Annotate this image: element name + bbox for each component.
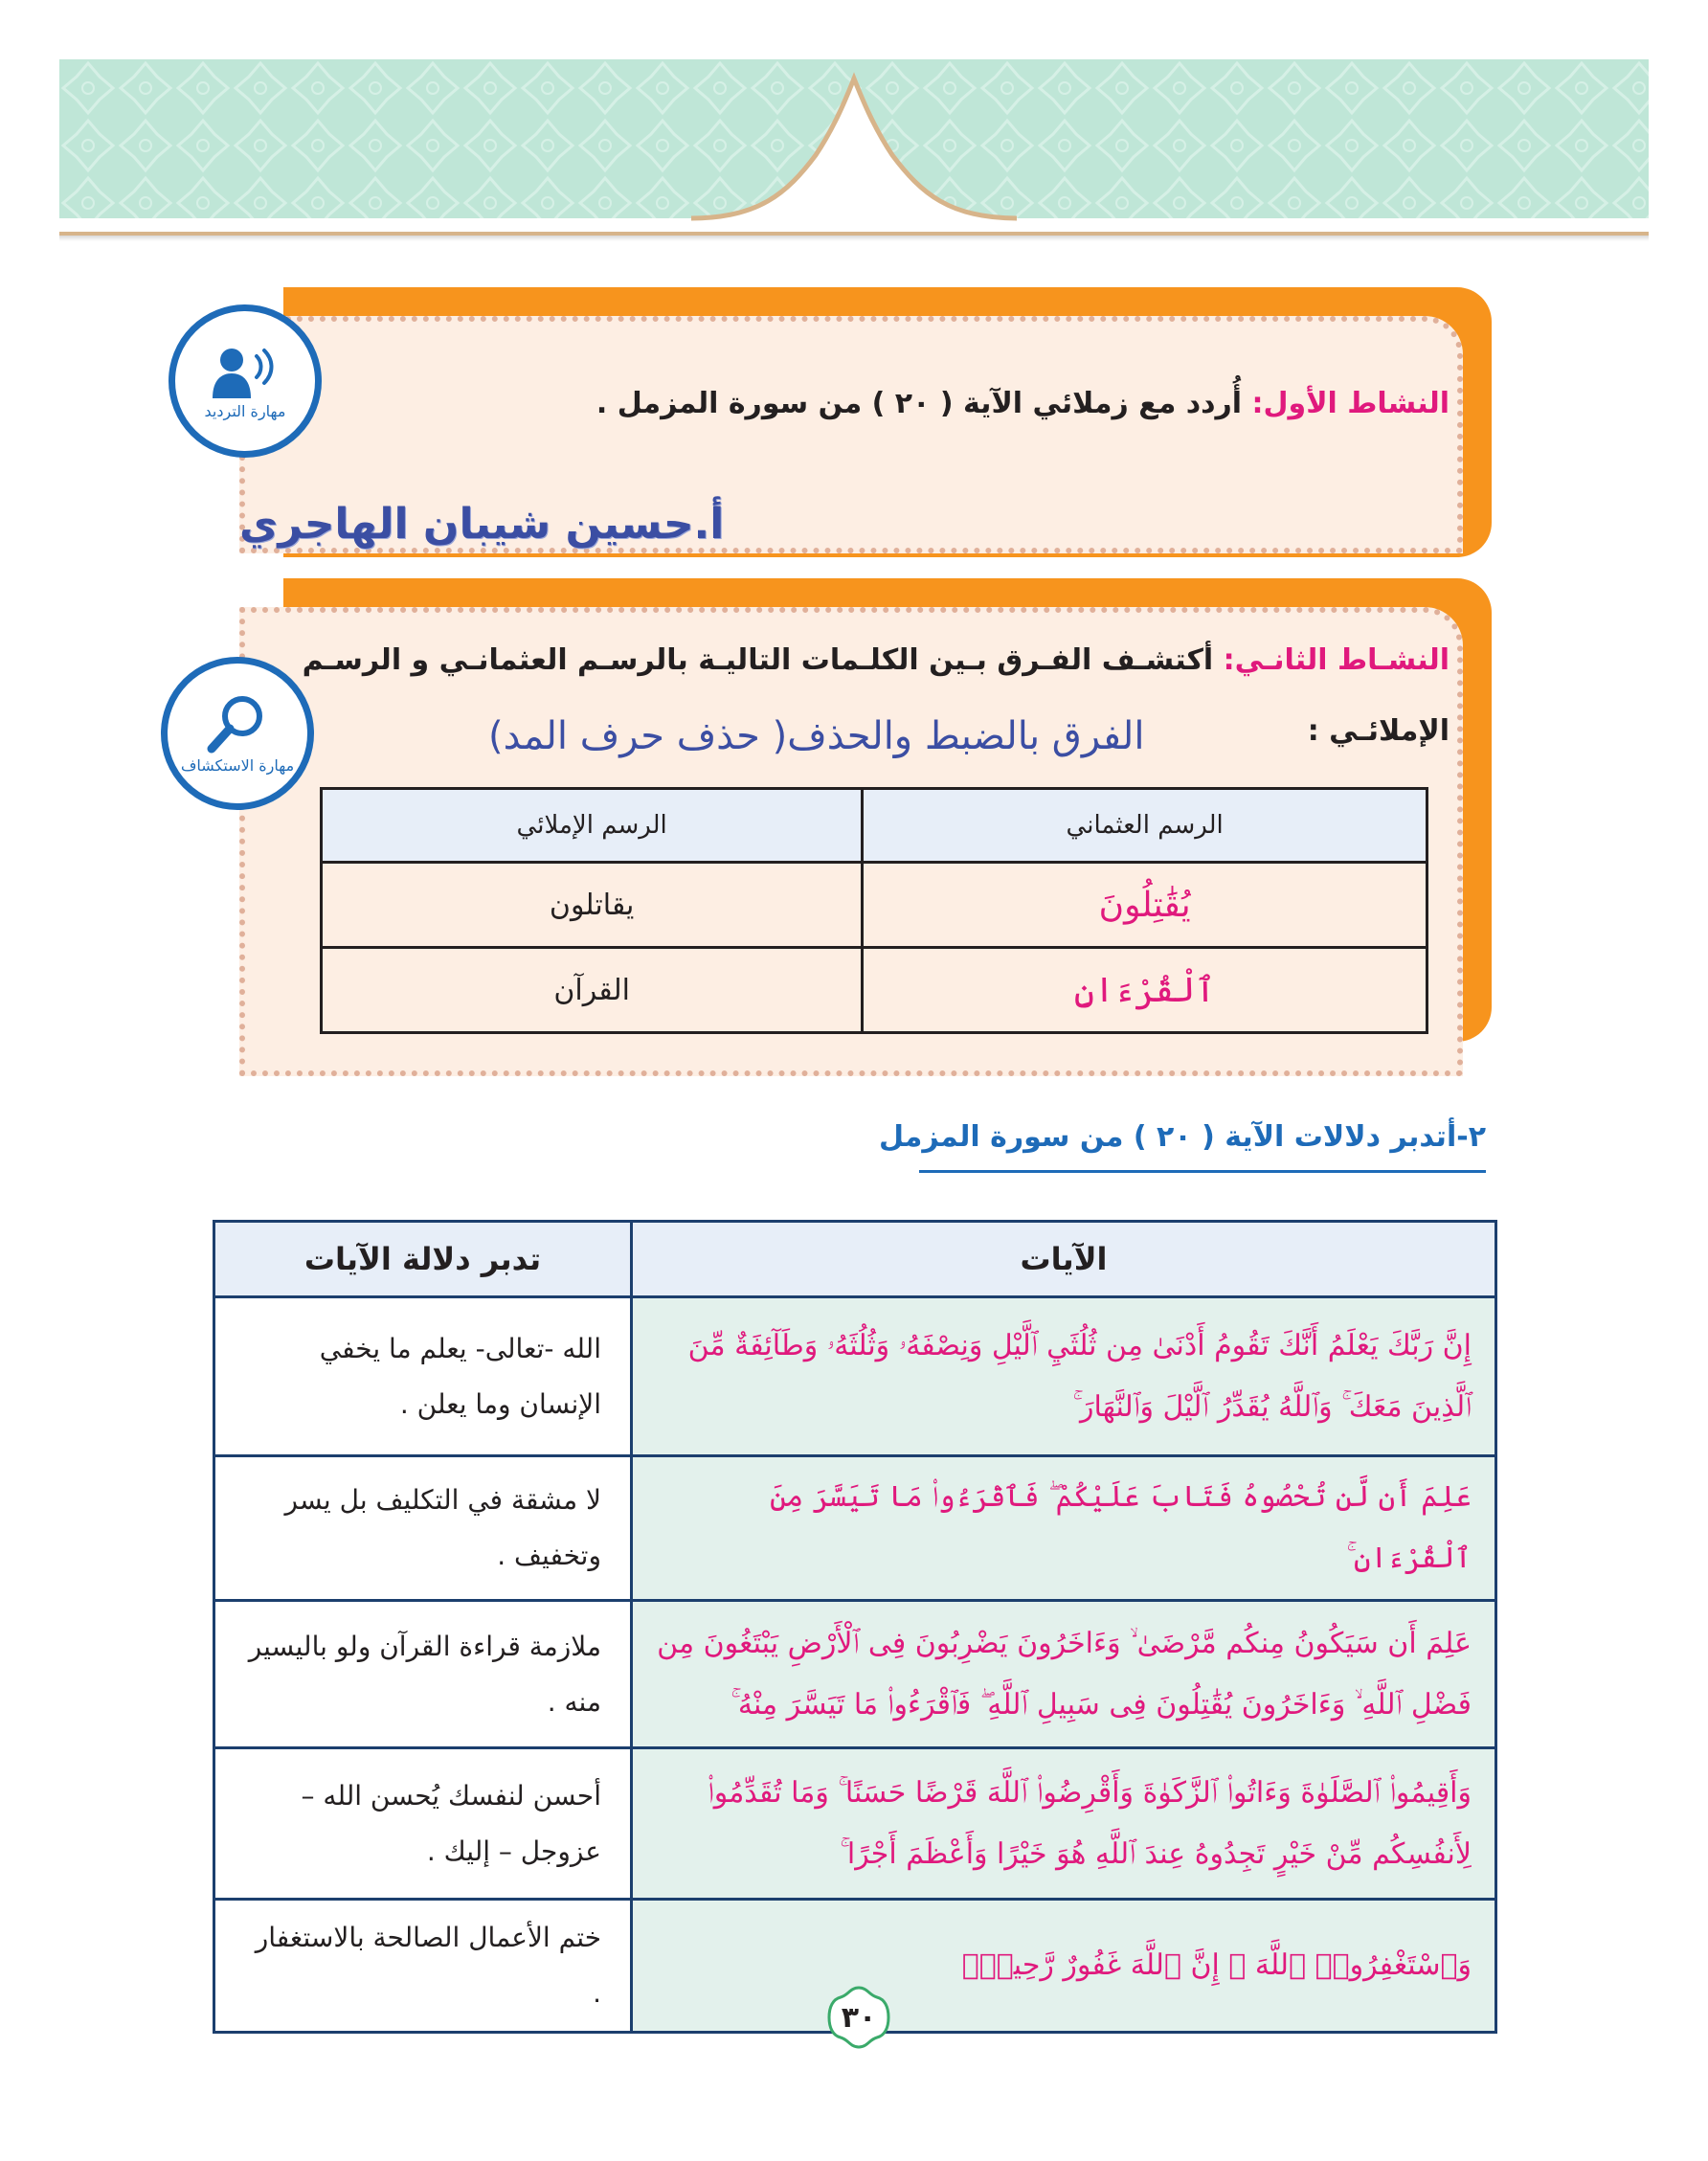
header-imlaei: الرسم الإملائي	[322, 789, 863, 863]
table-row	[214, 1601, 1496, 1748]
header-tadabbur: تدبر دلالة الآيات	[214, 1222, 632, 1297]
header-uthmani: الرسم العثماني	[863, 789, 1427, 863]
verses-table-header	[214, 1222, 1496, 1297]
page-number-text: ٣٠	[841, 2000, 877, 2035]
header-ayat: الآيات	[632, 1222, 1496, 1297]
table-row	[322, 863, 1427, 948]
table-row	[214, 1297, 1496, 1456]
ayah-cell: عَلِمَ أَن لَّن تُحْصُوهُ فَتَابَ عَلَيْكُمْ ۖ فَٱقْرَءُوا۟ مَا تَيَسَّرَ مِنَ ٱلْقُرْءَانِ ۚ	[632, 1456, 1496, 1601]
activity-two-text-2: الإملائـي :	[1307, 714, 1450, 748]
ayah-cell: عَلِمَ أَن سَيَكُونُ مِنكُم مَّرْضَىٰ ۙ وَءَاخَرُونَ يَضْرِبُونَ فِى ٱلْأَرْضِ يَبْتَغُونَ مِن فَضْلِ ٱللَّهِ ۙ وَءَاخَرُونَ يُقَٰتِلُونَ فِى سَبِيلِ ٱللَّهِ ۖ فَٱقْرَءُوا۟ مَا تَيَسَّرَ مِنْهُ ۚ	[632, 1601, 1496, 1748]
activity-two-text-1: أكتشـف الفـرق بـين الكلـمات التاليـة بالرسـم العثمانـي و الرسـم	[302, 643, 1214, 677]
table-row	[322, 948, 1427, 1033]
skill-label-discover: مهارة الاستكشاف	[180, 755, 295, 775]
skill-label-repeat: مهارة الترديد	[204, 401, 286, 420]
tadabbur-cell: أحسن لنفسك يُحسن الله – عزوجل – إليك .	[214, 1748, 632, 1900]
handwritten-note: الفرق بالضبط والحذف( حذف حرف المد)	[488, 714, 1145, 758]
uthmani-word: يُقَٰتِلُونَ	[863, 863, 1427, 948]
ayah-cell: إِنَّ رَبَّكَ يَعْلَمُ أَنَّكَ تَقُومُ أَدْنَىٰ مِن ثُلُثَيِ ٱلَّيْلِ وَنِصْفَهُۥ وَثُلُثَهُۥ وَطَآئِفَةٌ مِّنَ ٱلَّذِينَ مَعَكَ ۚ وَٱللَّهُ يُقَدِّرُ ٱلَّيْلَ وَٱلنَّهَارَ ۚ	[632, 1297, 1496, 1456]
activity-two-label: النشـاط الثانـي:	[1223, 643, 1450, 677]
tadabbur-cell: لا مشقة في التكليف بل يسر وتخفيف .	[214, 1456, 632, 1601]
activity-one-line	[596, 387, 1450, 420]
section-heading: ٢-أتدبر دلالات الآية ( ٢٠ ) من سورة المزمل	[878, 1120, 1486, 1154]
uthmani-word: ٱلْقُرْءَانِ	[863, 948, 1427, 1033]
activity-two-line2	[1308, 714, 1450, 748]
table-row	[214, 1456, 1496, 1601]
activity-two-line1	[303, 643, 1450, 677]
header-banner	[59, 59, 1649, 236]
ayah-cell: وَأَقِيمُوا۟ ٱلصَّلَوٰةَ وَءَاتُوا۟ ٱلزَّكَوٰةَ وَأَقْرِضُوا۟ ٱللَّهَ قَرْضًا حَسَنًا ۚ وَمَا تُقَدِّمُوا۟ لِأَنفُسِكُم مِّنْ خَيْرٍ تَجِدُوهُ عِندَ ٱللَّهِ هُوَ خَيْرًا وَأَعْظَمَ أَجْرًا ۚ	[632, 1748, 1496, 1900]
tadabbur-cell: ختم الأعمال الصالحة بالاستغفار .	[214, 1900, 632, 2033]
author-name: أ.حسين شيبان الهاجري	[239, 500, 725, 549]
imlaei-word: القرآن	[322, 948, 863, 1033]
ayah-cell: وَٱسْتَغْفِرُوا۟ ٱللَّهَ ۖ إِنَّ ٱللَّهَ غَفُورٌ رَّحِيمٌۢ	[632, 1900, 1496, 2033]
activity-one-text: أُردد مع زملائي الآية ( ٢٠ ) من سورة المزمل .	[596, 387, 1243, 420]
page-number	[825, 1984, 892, 2051]
skill-badge-discover	[161, 657, 314, 810]
tadabbur-cell: ملازمة قراءة القرآن ولو باليسير منه .	[214, 1601, 632, 1748]
spelling-table-header	[322, 789, 1427, 863]
tadabbur-cell: الله -تعالى- يعلم ما يخفي الإنسان وما يعلن .	[214, 1297, 632, 1456]
activity-one-label: النشاط الأول:	[1251, 387, 1450, 420]
speaking-person-icon	[209, 343, 281, 400]
skill-badge-repeat	[169, 304, 322, 458]
section-underline	[919, 1170, 1486, 1173]
imlaei-word: يقاتلون	[322, 863, 863, 948]
banner-shadow	[59, 236, 1649, 241]
verses-table	[213, 1220, 1497, 2034]
table-row	[214, 1748, 1496, 1900]
arch-ornament	[59, 59, 1649, 232]
spelling-table	[320, 787, 1428, 1034]
magnifier-icon	[204, 693, 271, 754]
